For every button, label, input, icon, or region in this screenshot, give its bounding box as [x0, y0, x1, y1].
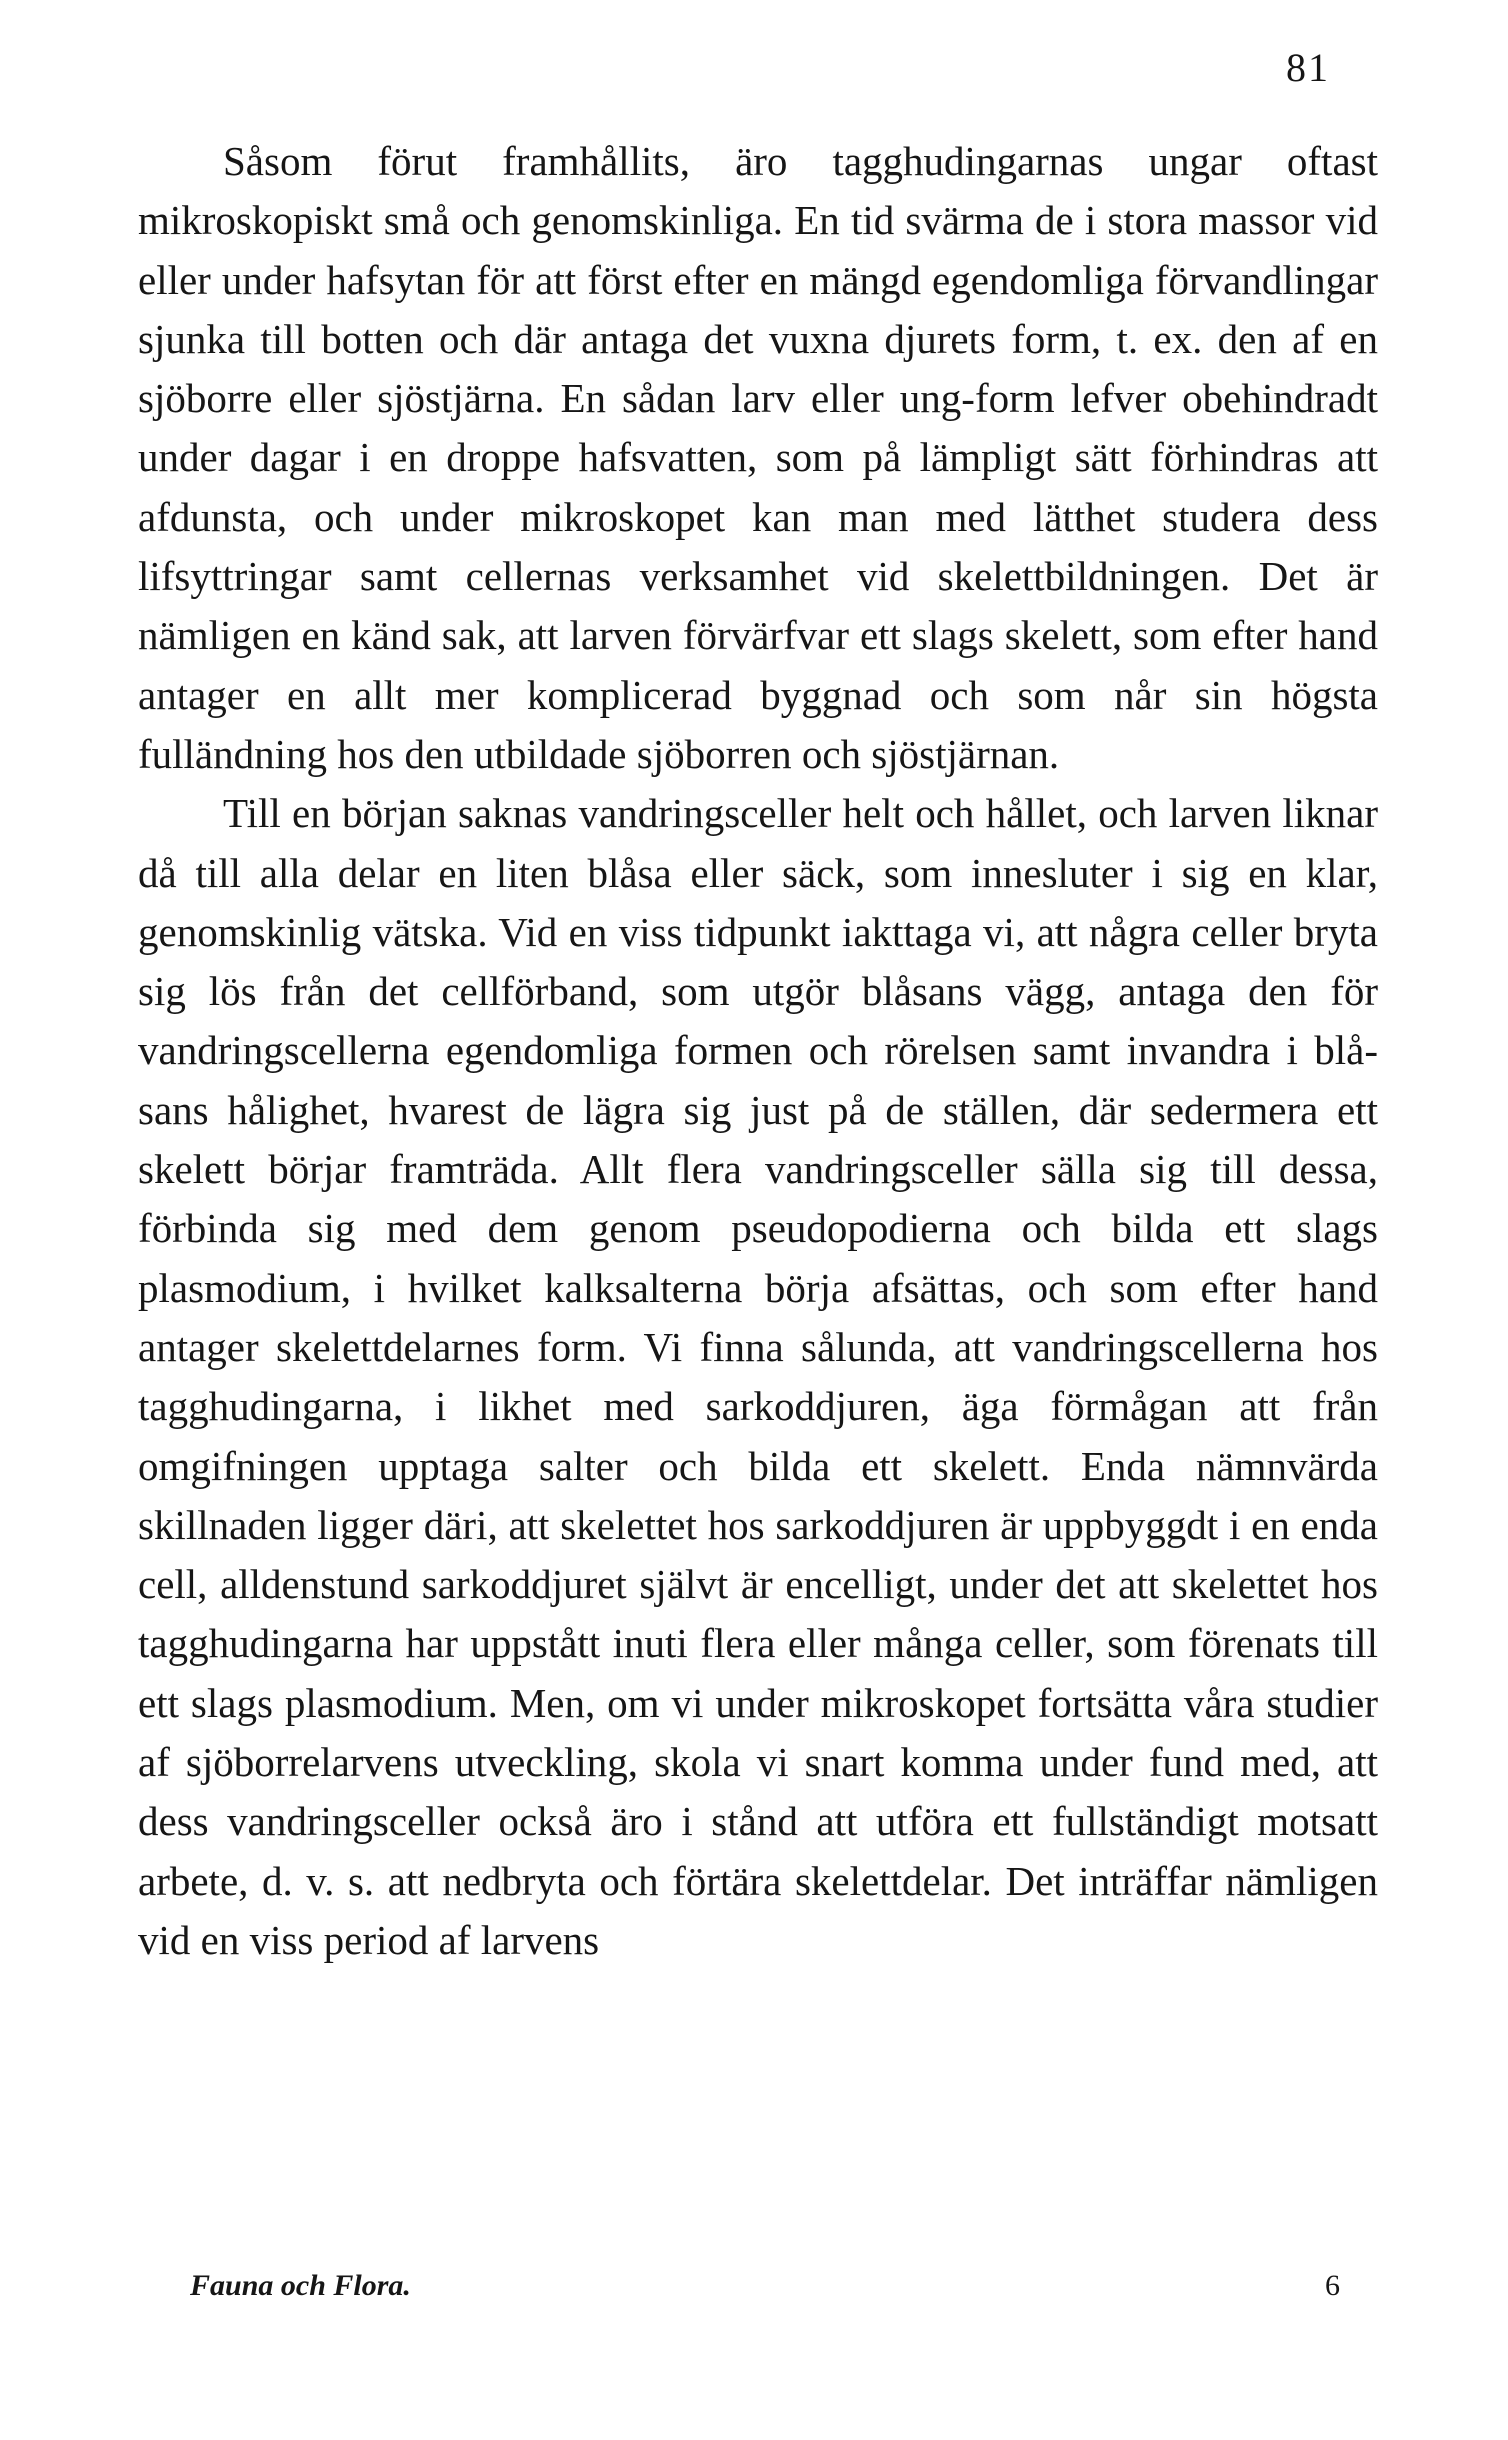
body-text [138, 132, 1378, 1970]
footer-journal-title: Fauna och Flora. [190, 2269, 411, 2302]
paragraph-2: Till en början saknas vandringsceller helt och hållet, och larven liknar då till alla delar en liten blåsa eller säck, som innesluter i sig en klar, genomskinlig vätska. Vid en viss tidpunkt iakttaga vi, att några celler bryta sig lös från det cellförband, som utgör blåsans vägg, antaga den för vandringscellerna egendomliga formen och rörelsen samt invandra i blåsans hålighet, hvarest de lägra sig just på de ställen, där sedermera ett skelett börjar framträda. Allt flera vandringsceller sälla sig till dessa, förbinda sig med dem genom pseudopodierna och bilda ett slags plasmodium, i hvilket kalksalterna börja afsättas, och som efter hand antager skelettdelarnes form. Vi finna sålunda, att vandringscellerna hos tagghudingarna, i likhet med sarkoddjuren, äga förmågan att från omgifningen upptaga salter och bilda ett skelett. Enda nämnvärda skillnaden ligger däri, att skelettet hos sarkoddjuren är uppbyggdt i en enda cell, alldenstund sarkoddjuret självt är encelligt, under det att skelettet hos tagghudingarna har uppstått inuti flera eller många celler, som förenats till ett slags plasmodium. Men, om vi under mikroskopet fortsätta våra studier af sjöborrelarvens utveckling, skola vi snart komma under fund med, att dess vandringsceller också äro i stånd att utföra ett fullständigt motsatt arbete, d. v. s. att nedbryta och förtära skelettdelar. Det inträffar nämligen vid en viss period af larvens [138, 790, 1378, 1963]
paragraph-1: Såsom förut framhållits, äro tagghudingarnas ungar oftast mikroskopiskt små och genomskinliga. En tid svärma de i stora massor vid eller under hafsytan för att först efter en mängd egendomliga förvandlingar sjunka till botten och där antaga det vuxna djurets form, t. ex. den af en sjöborre eller sjöstjärna. En sådan larv eller ung-form lefver obehindradt under dagar i en droppe hafsvatten, som på lämpligt sätt förhindras att afdunsta, och under mikroskopet kan man med lätthet studera dess lifsyttringar samt cellernas verksamhet vid skelettbildningen. Det är nämligen en känd sak, att larven förvärfvar ett slags skelett, som efter hand antager en allt mer komplicerad byggnad och som når sin högsta fulländning hos den utbildade sjöborren och sjöstjärnan. [138, 138, 1378, 777]
page-number: 81 [1286, 45, 1330, 90]
footer-signature-mark: 6 [1325, 2269, 1340, 2302]
page-footer [190, 2266, 1340, 2306]
